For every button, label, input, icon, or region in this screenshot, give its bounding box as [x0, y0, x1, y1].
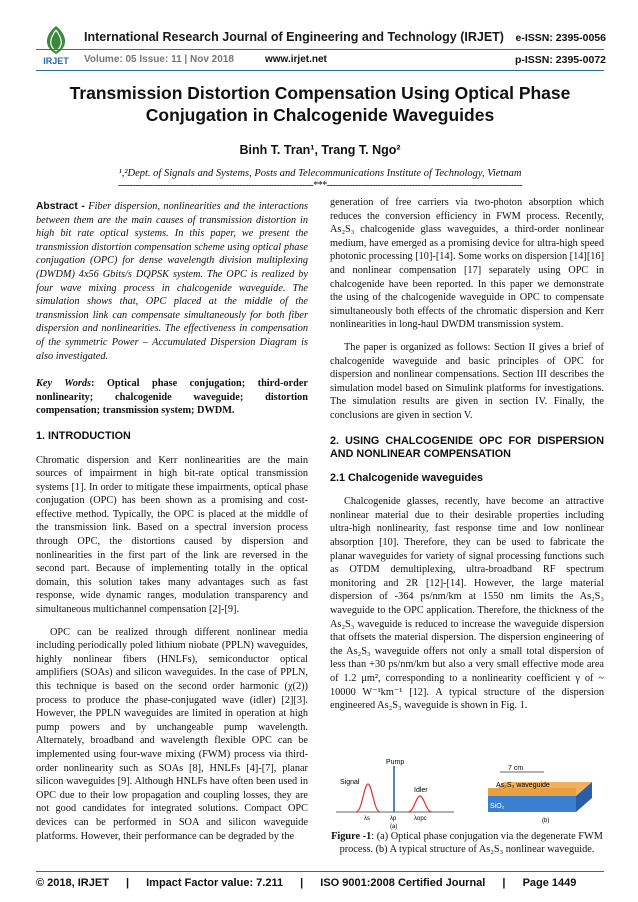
keywords	[36, 377, 308, 418]
figure-b-label: (b)	[542, 818, 550, 824]
abstract-label: Abstract -	[36, 201, 85, 212]
volume-info: Volume: 05 Issue: 11 | Nov 2018	[84, 54, 234, 65]
footer-impact: Impact Factor value: 7.211	[146, 877, 284, 889]
right-column	[330, 196, 604, 722]
lambda-opc-label: λopc	[414, 816, 427, 822]
caption-label: Figure -1	[331, 831, 372, 842]
header-divider	[36, 49, 604, 50]
title-line-1: Transmission Distortion Compensation Using Optical Phase	[69, 83, 571, 103]
right-paragraph-2: The paper is organized as follows: Section II gives a brief of chalcogenide waveguide and basic principles of OPC for dispersion and nonlinear compensations. Section III describes the simulation model based on Simulink platforms for investigations. The simulation results are given in section IV. Finally, the conclusions are given in section V.	[330, 341, 604, 421]
pump-label: Pump	[386, 759, 405, 766]
intro-paragraph-2: OPC can be realized through different nonlinear media including periodically poled lithium niobate (PPLN) waveguides, highly nonlinear fibers (HNLFs), semiconductor optical amplifiers (SOAs) and silicon waveguides. In the case of PPLN, this technique is based on the second order harmonic (χ(2)) process to produce the phase-conjugated wave (idler) [2][3]. However, the PPLN waveguides are limited in operation at high pump powers and by unchangeable pump wavelength. Alternately, broadband and wavelength flexible OPC can be implemented using four-wave mixing (FWM) process via third-order nonlinearity such as SOAs [8], HNLFs [4]-[7], planar silicon waveguides [9]. Although HNLFs have often been used in OPC due to their low propagation and coupling losses, they are not good candidates for integrated solutions. Compact OPC devices can be performed in SOA and silicon waveguide platforms. However, their performance can be degraded by the	[36, 626, 308, 842]
footer-iso: ISO 9001:2008 Certified Journal	[320, 877, 486, 889]
section-2-1-heading: 2.1 Chalcogenide waveguides	[330, 471, 484, 484]
caption-text: : (a) Optical phase conjugation via the degenerate FWM process. (b) A typical structure of As₂S₃ nonlinear waveguide.	[339, 831, 603, 855]
fwm-spectrum-diagram	[336, 759, 454, 830]
substrate-label: SiO₂	[490, 803, 505, 810]
figure-1	[330, 758, 604, 830]
signal-peak	[356, 784, 380, 812]
website-link[interactable]: www.irjet.net	[265, 54, 327, 65]
footer-separator: |	[125, 877, 130, 889]
intro-paragraph-1: Chromatic dispersion and Kerr nonlinearities are the main sources of impairment in high bit-rate optical transmission systems [1]. In order to mitigate these impairments, optical phase conjugation (OPC) has been shown as a promising and cost-effective method. Typically, the OPC is placed at the middle of the transmission link. Based on a spectral inversion process through OPC, the distortions caused by dispersion and nonlinearities in the first part of the link are reversed in the second part. Because of implementing totally in the optical domain, this solution takes many advantages such as fast response, wide dynamic ranges, modulation transparency and simultaneous multichannel compensation [2]-[9].	[36, 454, 308, 616]
lambda-p-label: λp	[390, 816, 397, 822]
right-paragraph-1: generation of free carriers via two-photon absorption which reduces the conversion efficiency in FWM process. Recently, As₂S₃ chalcogenide glass waveguides, a third-order nonlinear medium, have emerged as a promising device for ultra-high speed photonic processing [10]-[14]. Some works on dispersion [14][16] and nonlinear compensation [17] separately using OPC in chalcogenide have been reported. In this paper we demonstrate the using of the chalcogenide waveguide in OPC to compensate simultaneously both effects of the chromatic dispersion and Kerr nonlinearities in long-haul DWDM transmission system.	[330, 197, 604, 331]
intro-heading: 1. INTRODUCTION	[36, 429, 131, 442]
figure-caption	[330, 830, 604, 856]
page-footer	[36, 877, 604, 889]
paper-title	[36, 82, 604, 126]
idler-label: Idler	[414, 787, 428, 794]
journal-header	[0, 0, 638, 80]
footer-page: Page 1449	[522, 877, 577, 889]
e-issn: e-ISSN: 2395-0056	[515, 32, 606, 44]
authors: Binh T. Tran¹, Trang T. Ngo²	[239, 143, 401, 157]
figure-a-label: (a)	[390, 824, 398, 830]
logo-text: IRJET	[43, 56, 69, 66]
footer-separator: |	[300, 877, 304, 889]
title-line-2: Conjugation in Chalcogenide Waveguides	[145, 105, 495, 125]
affiliation: ¹,²Dept. of Signals and Systems, Posts and Telecommunications Institute of Technology, Vietnam	[118, 168, 522, 179]
keywords-text: : Optical phase conjugation; third-order nonlinearity; chalcogenide waveguide; distortion compensation; transmission system; DWDM.	[36, 378, 308, 417]
abstract	[36, 200, 308, 363]
journal-name: International Research Journal of Engineering and Technology (IRJET)	[84, 30, 504, 44]
length-label: 7 cm	[508, 765, 524, 772]
separator-line: ---------------------------------------------------------------------***---------------------------------------------------------------------	[117, 180, 523, 191]
footer-divider	[36, 871, 604, 872]
header-bottom-divider	[36, 70, 604, 71]
signal-label: Signal	[340, 779, 360, 786]
right-paragraph-3: Chalcogenide glasses, recently, have become an attractive nonlinear material due to their desirable properties including ultra-high nonlinearity, fast response time and low nonlinear absorption [10]. Therefore, they can be used to fabricate the planar waveguides for variety of signal processing functions such as OTDM demultiplexing, ultra-broadband RF spectrum monitoring and 2R [12]-[14]. However, the large material dispersion of -364 ps/nm/km at 1550 nm limits the As₂S₃ waveguide to the OPC application. Therefore, the thickness of the As₂S₃ waveguide is reduced to increase the waveguide dispersion that offsets the material dispersion. The dispersion engineering of the As₂S₃ waveguide offers not only a small total dispersion of less than +30 ps/nm/km but also a very small effective mode area of 1.2 μm², corresponding to a nonlinearity coefficient γ of ~ 10000 W⁻¹km⁻¹ [12]. A typical structure of the dispersion engineered As₂S₃ waveguide is shown in Fig. 1.	[330, 496, 604, 712]
abstract-text: Fiber dispersion, nonlinearities and the interactions between them are the main causes of transmission distortion in high bit rate optical systems. In this paper, we present the transmission distortion compensation scheme using optical phase conjugation (OPC) for dense wavelength division multiplexing (DWDM) 4x56 Gbits/s DQPSK system. The OPC is realized by four wave mixing process in chalcogenide waveguide. The simulation shows that, OPC placed at the middle of the transmission link can compensate simultaneously for both fiber dispersion and nonlinearities. The effectiveness in compensation of the symmetric Power – Accumulated Dispersion Diagram is also investigated.	[36, 201, 308, 362]
p-issn: p-ISSN: 2395-0072	[514, 54, 606, 66]
idler-peak	[408, 796, 432, 812]
keywords-label: Key Words	[36, 378, 92, 390]
left-column	[36, 200, 308, 852]
footer-copyright: © 2018, IRJET	[36, 877, 109, 889]
waveguide-structure-diagram	[488, 765, 592, 824]
waveguide-label: As₂S₃ waveguide	[496, 782, 550, 789]
section-2-heading: 2. USING CHALCOGENIDE OPC FOR DISPERSION AND NONLINEAR COMPENSATION	[330, 434, 604, 461]
footer-separator: |	[502, 877, 506, 889]
lambda-s-label: λs	[364, 816, 370, 822]
irjet-logo-icon	[36, 24, 76, 66]
waveguide-strip	[488, 788, 576, 796]
